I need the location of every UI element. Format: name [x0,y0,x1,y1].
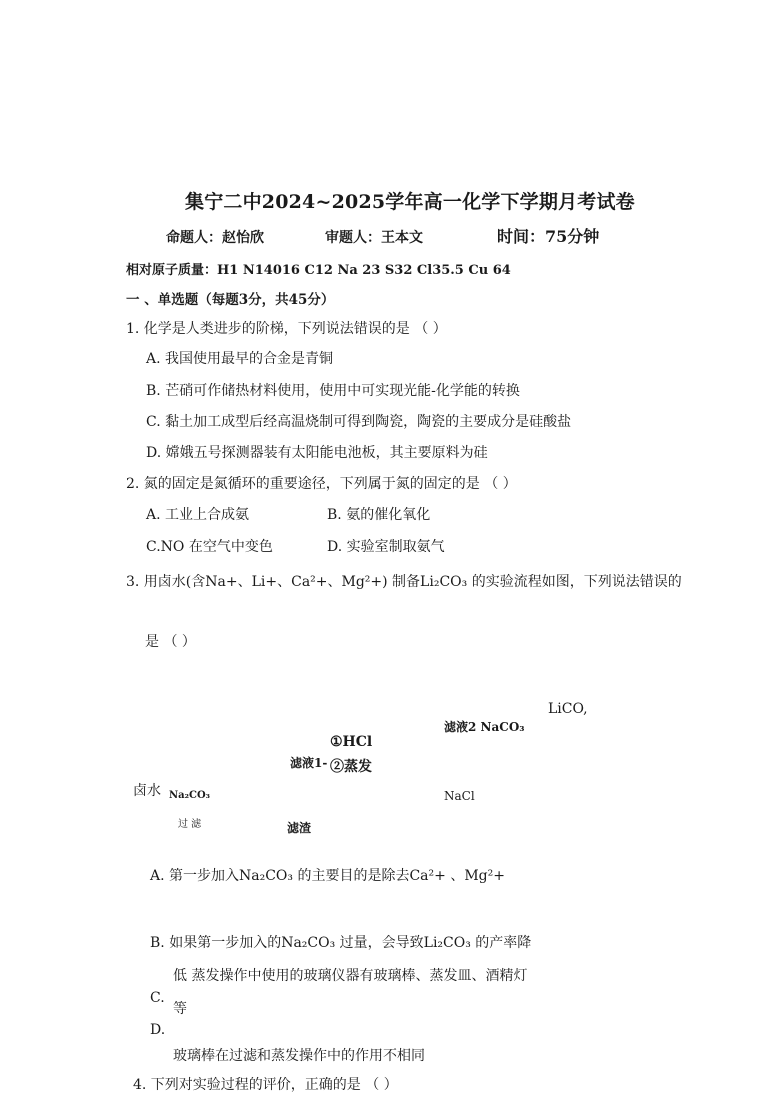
question-3-option-a: A. 第一步加入Na₂CO₃ 的主要目的是除去Ca²+ 、Mg²+ [150,868,505,884]
question-1-stem: 1. 化学是人类进步的阶梯，下列说法错误的是 （ ） [126,321,447,337]
flow-residue: 滤渣 [287,821,312,835]
question-3-option-c-line1: 低 蒸发操作中使用的玻璃仪器有玻璃棒、蒸发皿、酒精灯 [173,968,528,984]
question-2-option-c: C.NO 在空气中变色 [146,539,273,555]
flow-filter: 过 滤 [178,819,202,830]
flow-lico: LiCO, [548,701,588,717]
question-2-option-d: D. 实验室制取氨气 [327,539,445,555]
flow-evaporate: ②蒸发 [330,759,372,775]
flow-na2co3: Na₂CO₃ [169,790,211,801]
question-2-option-b: B. 氨的催化氧化 [327,507,431,523]
section-title: 一 、单选题（每题3分，共45分） [126,292,335,308]
question-3-option-d-label: D. [150,1022,166,1038]
author-line: 命题人：赵怡欣 [166,230,264,246]
reviewer-line: 审题人：王本文 [325,230,423,246]
flow-filtrate2: 滤液2 NaCO₃ [444,720,525,734]
question-2-stem: 2. 氮的固定是氮循环的重要途径，下列属于氮的固定的是 （ ） [126,476,517,492]
exam-title: 集宁二中2024~2025学年高一化学下学期月考试卷 [185,191,635,213]
question-1-option-a: A. 我国使用最早的合金是青铜 [146,351,334,367]
question-2-option-a: A. 工业上合成氨 [146,507,250,523]
question-3-stem: 3. 用卤水(含Na+、Li+、Ca²+、Mg²+) 制备Li₂CO₃ 的实验流程如图，下列说法错误的 [126,574,682,590]
flow-brine: 卤水 [133,783,161,799]
question-3-option-c-label: C. [150,990,165,1006]
question-3-option-d-text: 玻璃棒在过滤和蒸发操作中的作用不相同 [173,1048,425,1064]
question-3-stem-cont: 是 （ ） [145,634,196,650]
atomic-mass-line: 相对原子质量：H1 N14016 C12 Na 23 S32 Cl35.5 Cu 64 [126,263,511,278]
question-3-option-b: B. 如果第一步加入的Na₂CO₃ 过量，会导致Li₂CO₃ 的产率降 [150,935,532,951]
flow-nacl: NaCl [444,789,475,803]
flow-hcl: ①HCl [330,734,373,750]
question-1-option-d: D. 嫦娥五号探测器装有太阳能电池板，其主要原料为硅 [146,445,488,461]
question-3-option-c-line2: 等 [173,1001,187,1017]
question-1-option-c: C. 黏土加工成型后经高温烧制可得到陶瓷，陶瓷的主要成分是硅酸盐 [146,414,572,430]
time-limit: 时间：75分钟 [497,227,600,246]
flow-filtrate1: 滤液1- [290,756,328,770]
question-4-stem: 4. 下列对实验过程的评价，正确的是 （ ） [133,1077,398,1093]
question-1-option-b: B. 芒硝可作储热材料使用，使用中可实现光能-化学能的转换 [146,383,520,399]
